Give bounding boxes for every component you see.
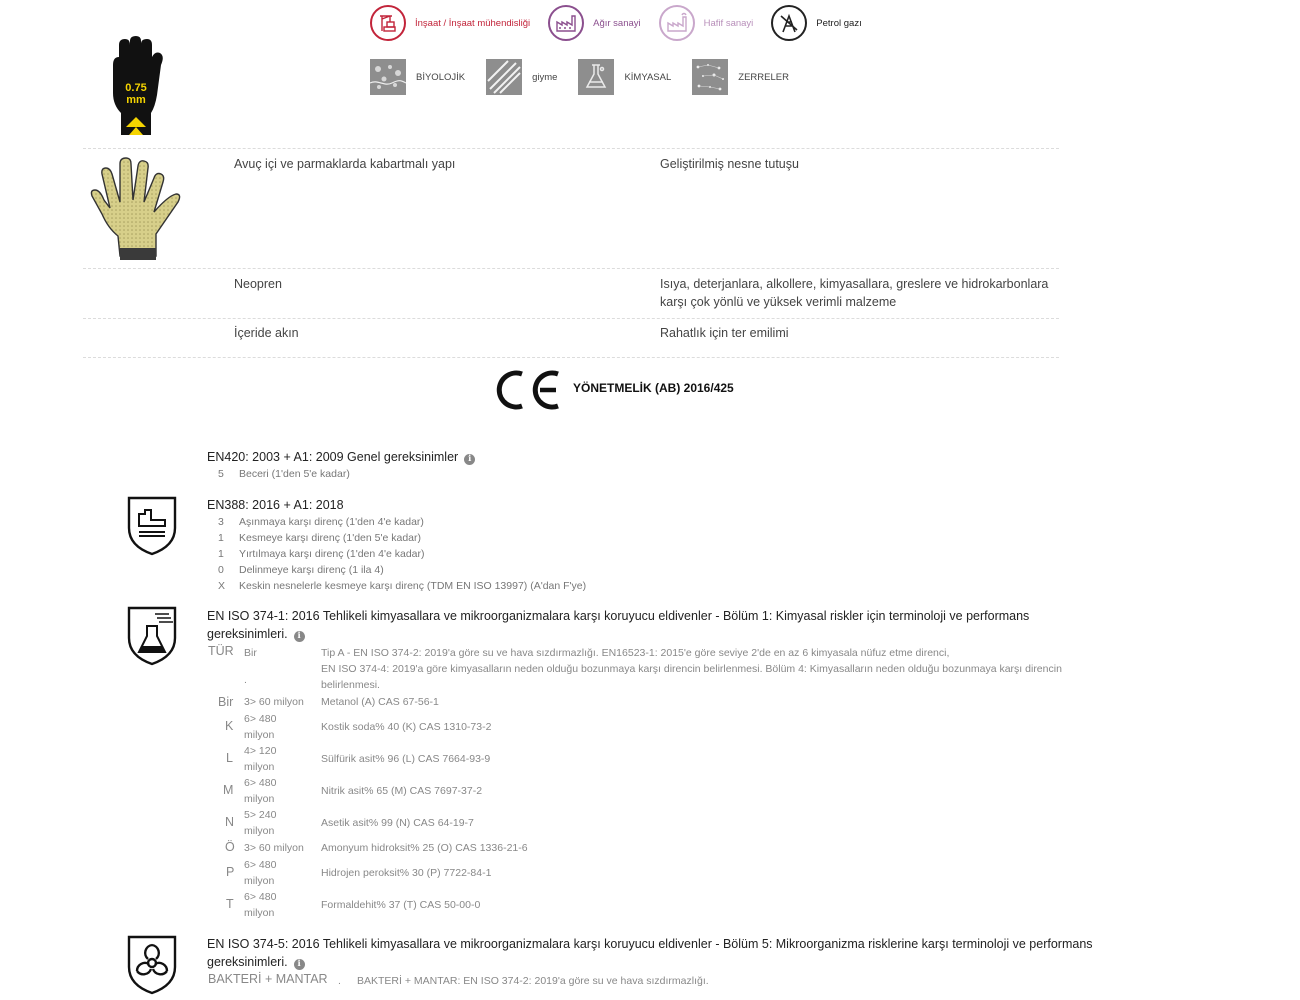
feature-benefit: Geliştirilmiş nesne tutuşu: [660, 157, 799, 171]
type-description: Tip A - EN ISO 374-2: 2019'a göre su ve hava sızdırmazlığı. EN16523-1: 2015'e göre seviye 2'de en az 6 kimyasala nüfuz etme direnci,: [321, 647, 950, 659]
performance-row: 3 Aşınmaya karşı direnç (1'den 4'e kadar): [218, 516, 424, 528]
glove-thickness-icon: [105, 35, 167, 141]
chemical-name: Sülfürik asit% 96 (L) CAS 7664-93-9: [321, 753, 491, 765]
risk-chemical[interactable]: [578, 59, 683, 95]
performance-row: 5 Beceri (1'den 5'e kadar): [218, 468, 350, 480]
chemical-name: Amonyum hidroksit% 25 (O) CAS 1336-21-6: [321, 842, 528, 854]
breakthrough-time-unit: milyon: [244, 907, 275, 919]
sector-oil-gas[interactable]: [771, 5, 861, 41]
breakthrough-time-unit: milyon: [244, 825, 275, 837]
divider: [83, 357, 1059, 358]
breakthrough-time: 6> 480: [244, 859, 277, 871]
chemical-code: K: [225, 719, 234, 733]
performance-row: 1 Yırtılmaya karşı direnç (1'den 4'e kadar): [218, 548, 425, 560]
sector-label: Ağır sanayi: [593, 17, 641, 29]
type-label: BAKTERİ + MANTAR: [208, 972, 328, 986]
risk-label: ZERRELER: [738, 71, 789, 83]
info-icon[interactable]: i: [294, 959, 305, 970]
feature-name: Avuç içi ve parmaklarda kabartmalı yapı: [234, 157, 456, 171]
type-label: TÜR: [208, 644, 234, 658]
risk-wear[interactable]: [486, 59, 569, 95]
performance-row: 0 Delinmeye karşı direnç (1 ila 4): [218, 564, 384, 576]
info-icon[interactable]: i: [464, 454, 475, 465]
performance-row: 1 Kesmeye karşı direnç (1'den 5'e kadar): [218, 532, 422, 544]
risk-biological[interactable]: [370, 59, 477, 95]
breakthrough-time: 4> 120: [244, 745, 277, 757]
particles-icon: [692, 59, 728, 95]
sector-construction[interactable]: [370, 5, 530, 41]
glove-product-image: [90, 156, 182, 264]
breakthrough-time-unit: milyon: [244, 729, 275, 741]
en388-title: EN388: 2016 + A1: 2018: [207, 498, 344, 512]
sector-label: Hafif sanayi: [703, 17, 754, 29]
chemical-code: N: [225, 815, 235, 829]
sector-light-industry[interactable]: [659, 5, 754, 41]
en374-chemical-hazard-icon: [125, 604, 179, 666]
feature-benefit: Isıya, deterjanlara, alkollere, kimyasallara, greslere ve hidrokarbonlara: [660, 277, 1049, 291]
light-industry-icon: [659, 5, 695, 41]
feature-name: Neopren: [234, 277, 282, 291]
chemical-code: Bir: [218, 695, 234, 709]
en374-5-biohazard-icon: [125, 933, 179, 995]
performance-row: X Keskin nesnelerle kesmeye karşı direnç (TDM EN ISO 13997) (A'dan F'ye): [218, 580, 587, 592]
sector-heavy-industry[interactable]: [548, 5, 641, 41]
risk-particles[interactable]: [692, 59, 801, 95]
type-description: belirlenmesi.: [321, 679, 380, 691]
divider: [83, 268, 1059, 269]
chemical-name: Asetik asit% 99 (N) CAS 64-19-7: [321, 817, 474, 829]
construction-icon: [370, 5, 406, 41]
wear-icon: [486, 59, 522, 95]
type-description: EN ISO 374-4: 2019'a göre kimyasalların neden olduğu bozunmaya karşı direncin belirlenmesi. Bölüm 4: Kimyasalların neden olduğu bozunmaya karşı direncin: [321, 663, 1062, 675]
breakthrough-time-unit: milyon: [244, 761, 275, 773]
feature-name: İçeride akın: [234, 326, 299, 340]
chemical-code: T: [226, 897, 234, 911]
chemical-code: P: [226, 865, 235, 879]
divider: [83, 318, 1059, 319]
chemical-name: Metanol (A) CAS 67-56-1: [321, 696, 439, 708]
thickness-unit: mm: [126, 94, 146, 106]
breakthrough-time: 3> 60 milyon: [244, 696, 304, 708]
biological-icon: [370, 59, 406, 95]
chemical-code: M: [223, 783, 234, 797]
type-dot: .: [338, 975, 341, 987]
feature-benefit-cont: karşı çok yönlü ve yüksek verimli malzeme: [660, 295, 897, 309]
chemical-name: Hidrojen peroksit% 30 (P) 7722-84-1: [321, 867, 492, 879]
sector-icons: [370, 5, 880, 41]
info-icon[interactable]: i: [294, 631, 305, 642]
risk-label: BİYOLOJİK: [416, 71, 466, 83]
breakthrough-time-unit: milyon: [244, 793, 275, 805]
type-value: Bir: [244, 647, 257, 659]
breakthrough-time: 6> 480: [244, 713, 277, 725]
chemical-name: Formaldehit% 37 (T) CAS 50-00-0: [321, 899, 481, 911]
sector-label: Petrol gazı: [816, 17, 862, 29]
chemical-code: L: [226, 751, 233, 765]
breakthrough-time: 3> 60 milyon: [244, 842, 304, 854]
ce-mark-icon: [496, 368, 562, 412]
en374-1-title: EN ISO 374-1: 2016 Tehlikeli kimyasallara ve mikroorganizmalara karşı koruyucu eldivenler - Bölüm 1: Kimyasal riskler için terminoloji ve performans gereksinimleri. i: [207, 609, 1030, 641]
breakthrough-time: 5> 240: [244, 809, 277, 821]
chemical-icon: [578, 59, 614, 95]
divider: [83, 148, 1059, 149]
breakthrough-time: 6> 480: [244, 891, 277, 903]
chemical-name: Kostik soda% 40 (K) CAS 1310-73-2: [321, 721, 492, 733]
type-description: BAKTERİ + MANTAR: EN ISO 374-2: 2019'a göre su ve hava sızdırmazlığı.: [357, 975, 709, 987]
risk-label: KİMYASAL: [624, 71, 672, 83]
type-dot: .: [244, 674, 247, 686]
regulation-title: YÖNETMELİK (AB) 2016/425: [573, 381, 734, 395]
en420-title: EN420: 2003 + A1: 2009 Genel gereksinimler i: [207, 448, 475, 466]
heavy-industry-icon: [548, 5, 584, 41]
breakthrough-time: 6> 480: [244, 777, 277, 789]
en388-mechanical-hazard-icon: [125, 494, 179, 556]
breakthrough-time-unit: milyon: [244, 875, 275, 887]
oil-gas-icon: [771, 5, 807, 41]
risk-label: giyme: [532, 71, 558, 83]
sector-label: İnşaat / İnşaat mühendisliği: [415, 17, 531, 29]
risk-icons: [370, 59, 810, 95]
chemical-code: Ö: [225, 840, 235, 854]
en374-5-title: EN ISO 374-5: 2016 Tehlikeli kimyasallara ve mikroorganizmalara karşı koruyucu eldivenler - Bölüm 5: Mikroorganizma risklerine karşı terminoloji ve performans gereksinimleri. i: [207, 937, 1093, 969]
chemical-name: Nitrik asit% 65 (M) CAS 7697-37-2: [321, 785, 483, 797]
feature-benefit: Rahatlık için ter emilimi: [660, 326, 789, 340]
thickness-value: 0.75: [125, 82, 147, 94]
